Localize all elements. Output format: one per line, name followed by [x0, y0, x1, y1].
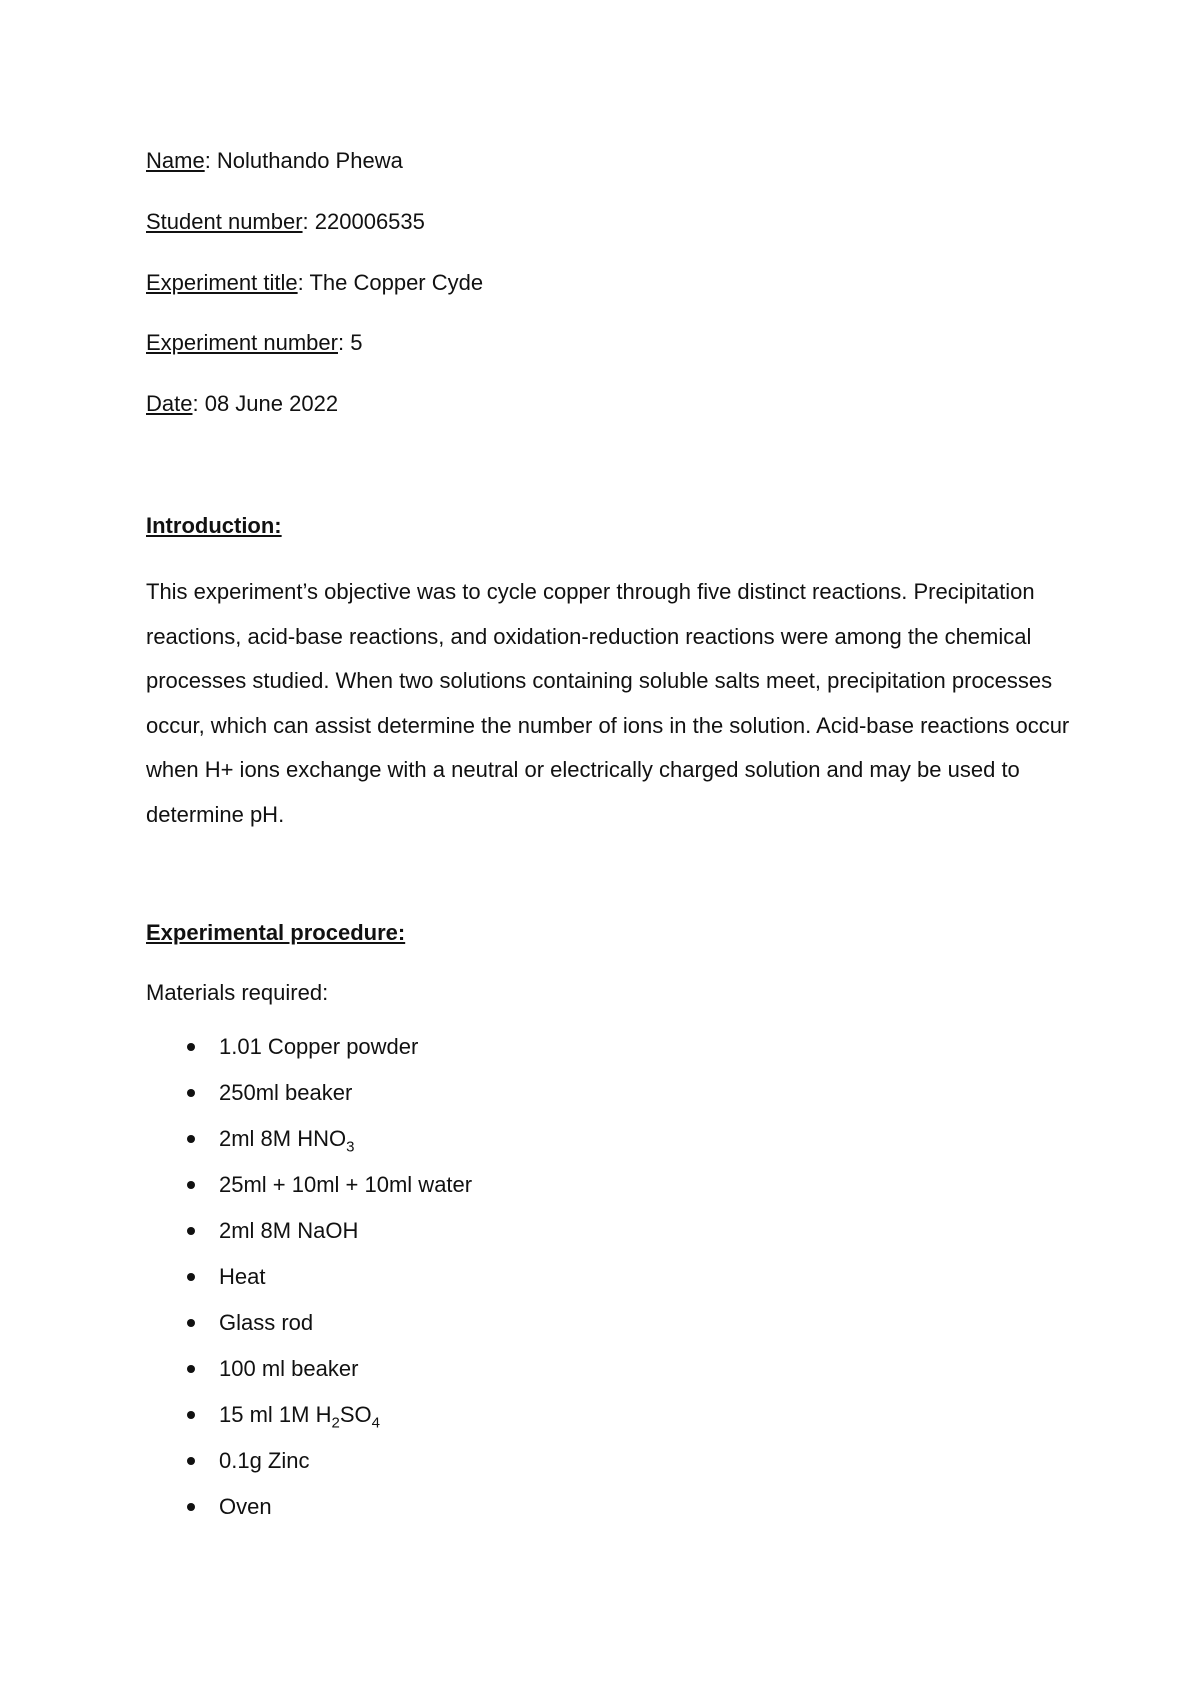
- student-number-line: [146, 207, 425, 237]
- materials-list: [146, 1032, 472, 1538]
- material-text: 2ml 8M NaOH: [219, 1218, 359, 1243]
- bullet-icon: [187, 1365, 195, 1373]
- material-text: Glass rod: [219, 1310, 314, 1335]
- experiment-number-line: [146, 328, 362, 358]
- subscript: 2: [331, 1414, 340, 1432]
- formula-text: 15 ml 1M H: [219, 1402, 332, 1427]
- subscript: 3: [346, 1138, 355, 1156]
- student-number-label: Student number: [146, 209, 303, 234]
- material-text: Heat: [219, 1264, 266, 1289]
- material-text: 1.01 Copper powder: [219, 1034, 419, 1059]
- material-item: [146, 1492, 472, 1538]
- materials-label: Materials required:: [146, 980, 329, 1005]
- introduction-heading: Introduction:: [146, 513, 282, 538]
- bullet-icon: [187, 1089, 195, 1097]
- material-text: 100 ml beaker: [219, 1356, 359, 1381]
- bullet-icon: [187, 1411, 195, 1419]
- material-item: [146, 1216, 472, 1262]
- bullet-icon: [187, 1503, 195, 1511]
- experiment-title-value: : The Copper Cyde: [297, 270, 484, 295]
- material-text: [219, 1126, 355, 1156]
- material-text: 0.1g Zinc: [219, 1448, 310, 1473]
- material-item: [146, 1354, 472, 1400]
- material-text: 250ml beaker: [219, 1080, 353, 1105]
- material-item: [146, 1078, 472, 1124]
- bullet-icon: [187, 1043, 195, 1051]
- date-label: Date: [146, 391, 193, 416]
- material-item: [146, 1032, 472, 1078]
- student-number-value: : 220006535: [302, 209, 425, 234]
- bullet-icon: [187, 1181, 195, 1189]
- formula-text: SO: [339, 1402, 372, 1427]
- bullet-icon: [187, 1457, 195, 1465]
- bullet-icon: [187, 1319, 195, 1327]
- subscript: 4: [371, 1414, 380, 1432]
- bullet-icon: [187, 1227, 195, 1235]
- bullet-icon: [187, 1273, 195, 1281]
- introduction-paragraph: This experiment’s objective was to cycle copper through five distinct reactions. Precipitation reactions, acid-base reactions, and oxidation-reduction reactions were among the chemical processes studied. When two solutions containing soluble salts meet, precipitation processes occur, which can assist determine the number of ions in the solution. Acid-base reactions occur when H+ ions exchange with a neutral or electrically charged solution and may be used to determine pH.: [146, 579, 1070, 827]
- date-value: : 08 June 2022: [192, 391, 339, 416]
- material-item: [146, 1170, 472, 1216]
- material-text: 25ml + 10ml + 10ml water: [219, 1172, 473, 1197]
- material-item: [146, 1400, 472, 1446]
- material-text: Oven: [219, 1494, 272, 1519]
- experiment-title-line: [146, 268, 483, 298]
- date-line: [146, 389, 338, 419]
- name-line: [146, 146, 403, 176]
- name-label: Name: [146, 148, 205, 173]
- material-item: [146, 1446, 472, 1492]
- material-item: [146, 1262, 472, 1308]
- bullet-icon: [187, 1135, 195, 1143]
- experiment-number-label: Experiment number: [146, 330, 338, 355]
- material-item: [146, 1308, 472, 1354]
- name-value: : Noluthando Phewa: [204, 148, 403, 173]
- formula-text: 2ml 8M HNO: [219, 1126, 347, 1151]
- experiment-title-label: Experiment title: [146, 270, 298, 295]
- experiment-number-value: : 5: [337, 330, 363, 355]
- material-item: [146, 1124, 472, 1170]
- procedure-heading: Experimental procedure:: [146, 920, 406, 945]
- material-text: [219, 1402, 380, 1432]
